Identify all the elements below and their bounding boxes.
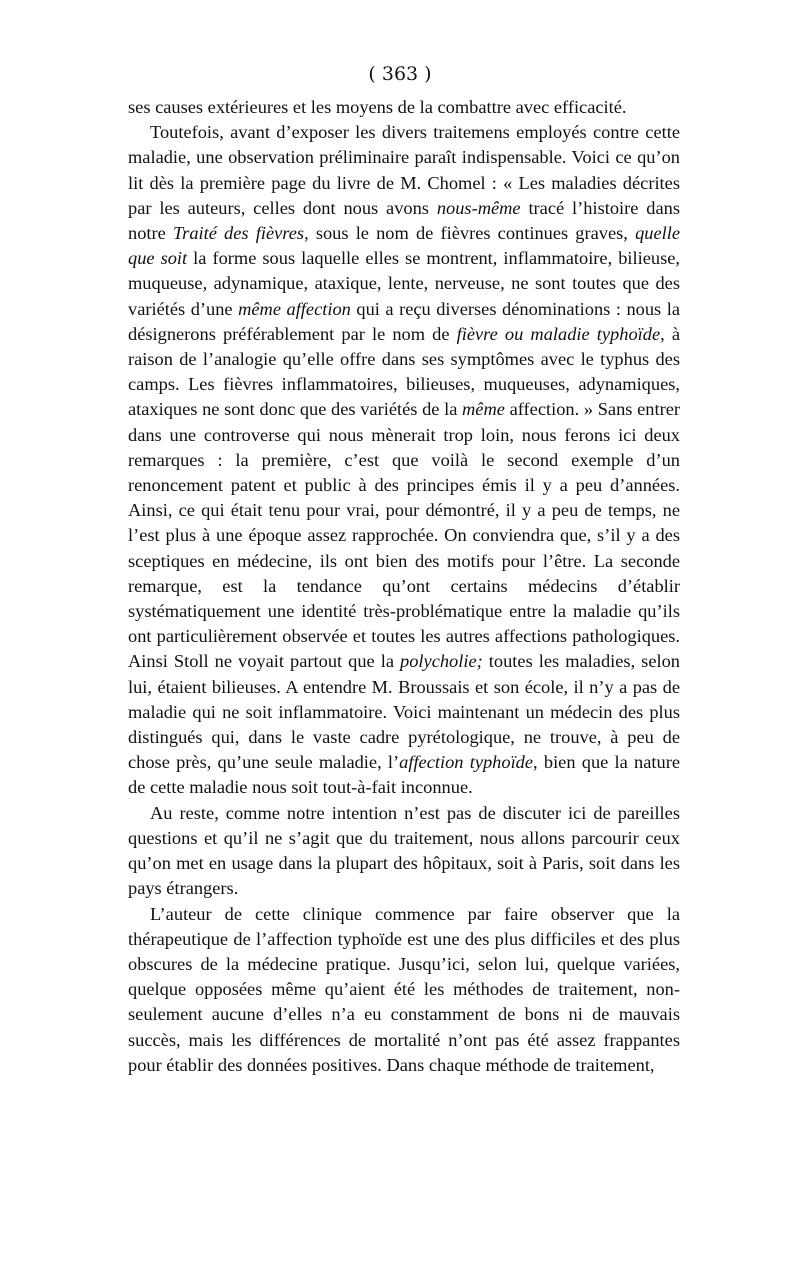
text-run: Toutefois, avant d’exposer les divers traitemens employés contre cette maladie, une observation préliminaire paraît indispensable. Voici ce qu’on lit dès la première page du livre de M. Chomel : « Les maladies décrites par les auteurs, celles dont nous avons	[128, 122, 680, 218]
text-run: tracé l’histoire dans notre	[128, 197, 680, 244]
italic-run: même	[462, 399, 505, 420]
italic-run: même affection	[238, 298, 351, 319]
italic-run: polycholie;	[400, 651, 483, 672]
text-run: la forme sous laquelle elles se montrent, inflammatoire, bilieuse, muqueuse, adynamique, ataxique, lente, nerveuse, ne sont toutes que des variétés d’une	[128, 248, 680, 319]
paragraph-3: Au reste, comme notre intention n’est pas de discuter ici de pareilles questions et qu’il ne s’agit que du traitement, nous allons parcourir ceux qu’on met en usage dans la plupart des hôpitaux, soit à Paris, soit dans les pays étrangers.	[128, 802, 680, 899]
italic-run: nous-même	[436, 197, 521, 218]
paragraph-4: L’auteur de cette clinique commence par faire observer que la thérapeutique de l’affection typhoïde est une des plus difficiles et des plus obscures de la médecine pratique. Jusqu’ici, selon lui, quelque variées, quelque opposées même qu’aient été les méthodes de traitement, non-seulement aucune d’elles n’a eu constamment de bons ni de mauvais succès, mais les différences de mortalité n’ont pas été assez frappantes pour établir des données positives. Dans chaque méthode de traitement,	[128, 903, 680, 1075]
italic-run: affection typhoïde	[399, 752, 534, 773]
italic-run: Traité des fièvres,	[172, 223, 309, 244]
text-run: affection. » Sans entrer dans une controverse qui nous mènerait trop loin, nous ferons ici deux remarques : la première, c’est que voilà le second exemple d’un renoncement patent et public à des principes émis il y a peu d’années. Ainsi, ce qui était tenu pour vrai, pour démontré, il y a peu de temps, ne l’est plus à une époque assez rapprochée. On conviendra que, s’il y a des sceptiques en médecine, ils ont bien des motifs pour l’être. La seconde remarque, est la tendance qu’ont certains médecins d’établir systématiquement une identité très-problématique entre la maladie qu’ils ont particulièrement observée et toutes les autres affections pathologiques. Ainsi Stoll ne voyait partout que la	[128, 399, 680, 672]
text-run: sous le nom de fièvres continues graves,	[308, 223, 636, 244]
paragraph-2	[128, 120, 680, 800]
text-run: toutes les maladies, selon lui, étaient bilieuses. A entendre M. Broussais et son école, il n’y a pas de maladie qui ne soit inflammatoire. Voici maintenant un médecin des plus distingués qui, dans le vaste cadre pyrétologique, ne trouve, à peu de chose près, qu’une seule maladie, l’	[128, 651, 681, 773]
italic-run: fièvre ou maladie typhoïde,	[456, 323, 665, 344]
italic-run: quelle que soit	[128, 223, 680, 269]
text-run: à raison de l’analogie qu’elle offre dans ses symptômes avec le typhus des camps. Les fièvres inflammatoires, bilieuses, muqueuses, adynamiques, ataxiques ne sont donc que des variétés de la	[128, 323, 680, 420]
text-run: qui a reçu diverses dénominations : nous la désignerons préférablement par le nom de	[128, 298, 680, 344]
paragraph-1: ses causes extérieures et les moyens de la combattre avec efficacité.	[128, 97, 627, 117]
text-run: , bien que la nature de cette maladie nous soit tout-à-fait inconnue.	[128, 752, 680, 798]
body-text	[128, 95, 680, 1078]
page-number: ( 363 )	[368, 63, 432, 85]
